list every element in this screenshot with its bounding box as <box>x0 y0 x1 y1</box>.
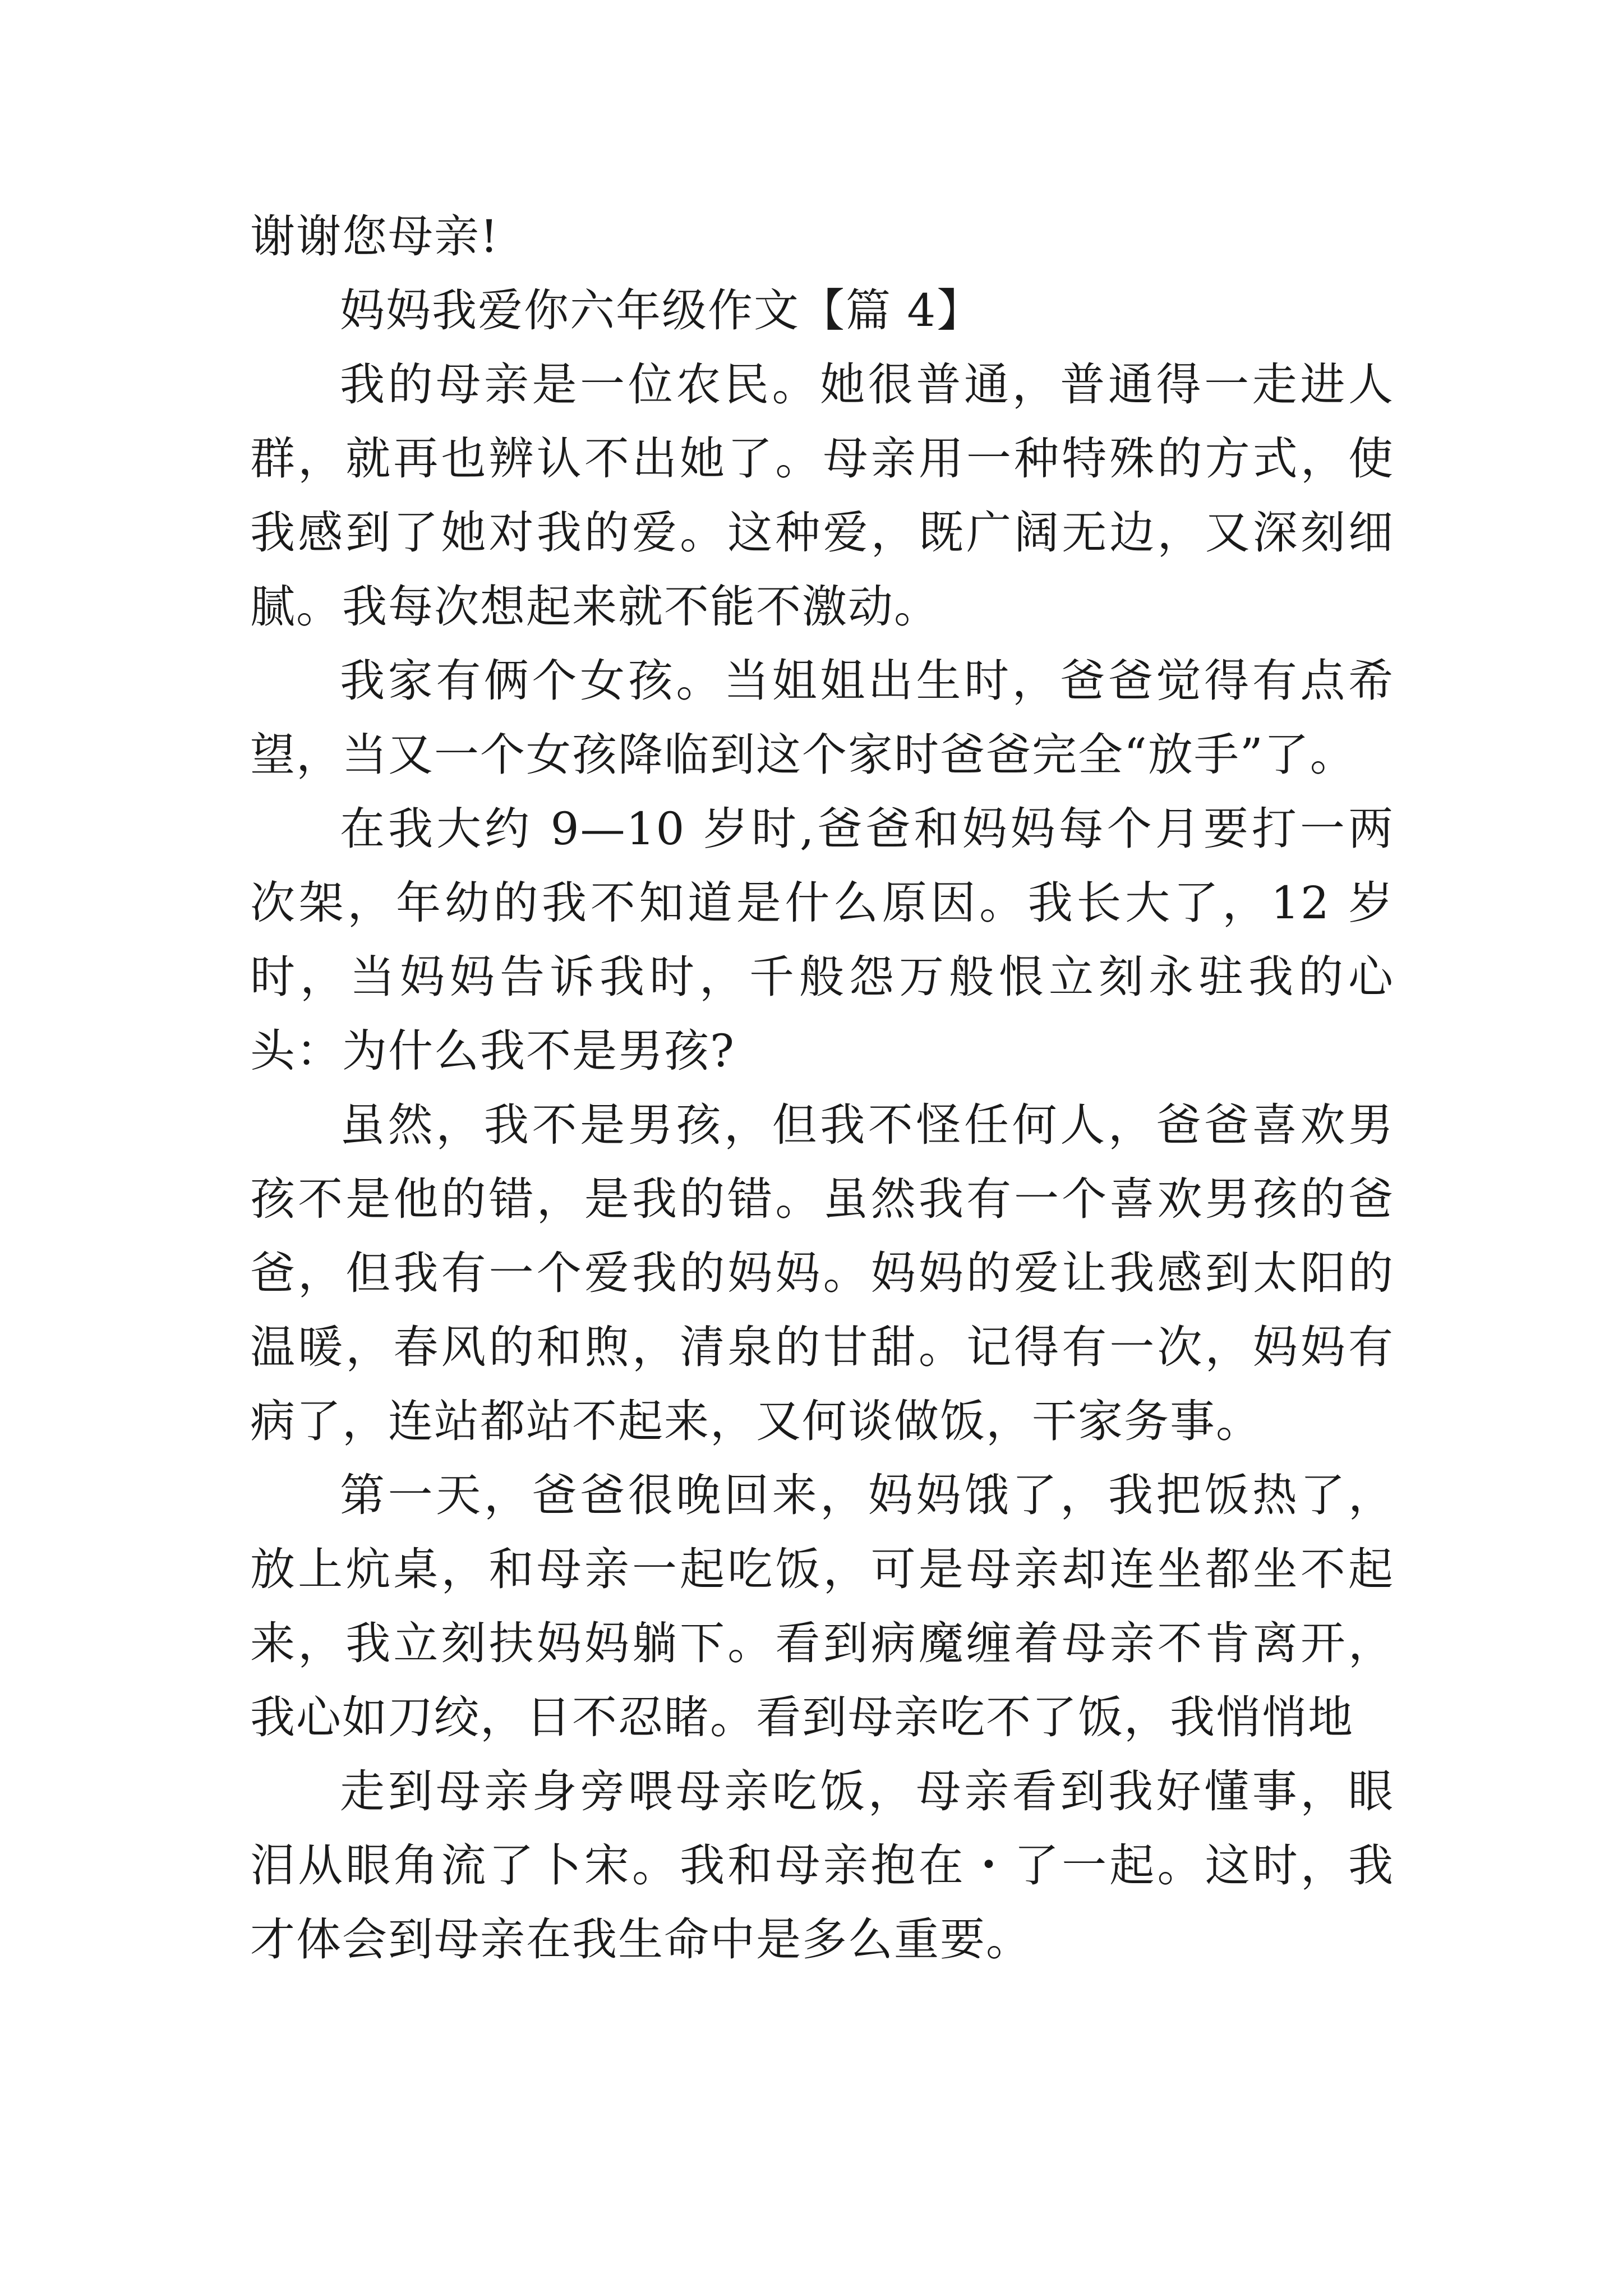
paragraph-5: 第一天，爸爸很晚回来，妈妈饿了，我把饭热了，放上炕桌，和母亲一起吃饭，可是母亲却连坐都坐不起来，我立刻扶妈妈躺下。看到病魔缠着母亲不肯离开，我心如刀绞，日不忍睹。看到母亲吃不了饭，我悄悄地 <box>250 1469 1394 1743</box>
paragraph-closing-thanks: 谢谢您母亲! <box>250 210 500 263</box>
document-body <box>250 200 1394 1977</box>
paragraph-1: 我的母亲是一位农民。她很普通，普通得一走进人群，就再也辨认不出她了。母亲用一种特殊的方式，使我感到了她对我的爱。这种爱，既广阔无边，又深刻细腻。我每次想起来就不能不激动。 <box>250 358 1394 633</box>
paragraph-2: 我家有俩个女孩。当姐姐出生时，爸爸觉得有点希望，当又一个女孩降临到这个家时爸爸完全“放手”了。 <box>250 655 1394 781</box>
paragraph-6: 走到母亲身旁喂母亲吃饭，母亲看到我好懂事，眼泪从眼角流了卜宋。我和母亲抱在・了一起。这时，我才体会到母亲在我生命中是多么重要。 <box>250 1765 1394 1966</box>
paragraph-3: 在我大约 9—10 岁时,爸爸和妈妈每个月要打一两次架，年幼的我不知道是什么原因。我长大了，12 岁时，当妈妈告诉我时，千般怨万般恨立刻永驻我的心头：为什么我不是男孩? <box>250 803 1394 1077</box>
paragraph-4: 虽然，我不是男孩，但我不怪任何人，爸爸喜欢男孩不是他的错，是我的错。虽然我有一个喜欢男孩的爸爸，但我有一个爱我的妈妈。妈妈的爱让我感到太阳的温暖，春风的和煦，清泉的甘甜。记得有一次，妈妈有病了，连站都站不起来，又何谈做饭，干家务事。 <box>250 1099 1394 1447</box>
section-heading: 妈妈我爱你六年级作文【篇 4】 <box>340 284 983 337</box>
